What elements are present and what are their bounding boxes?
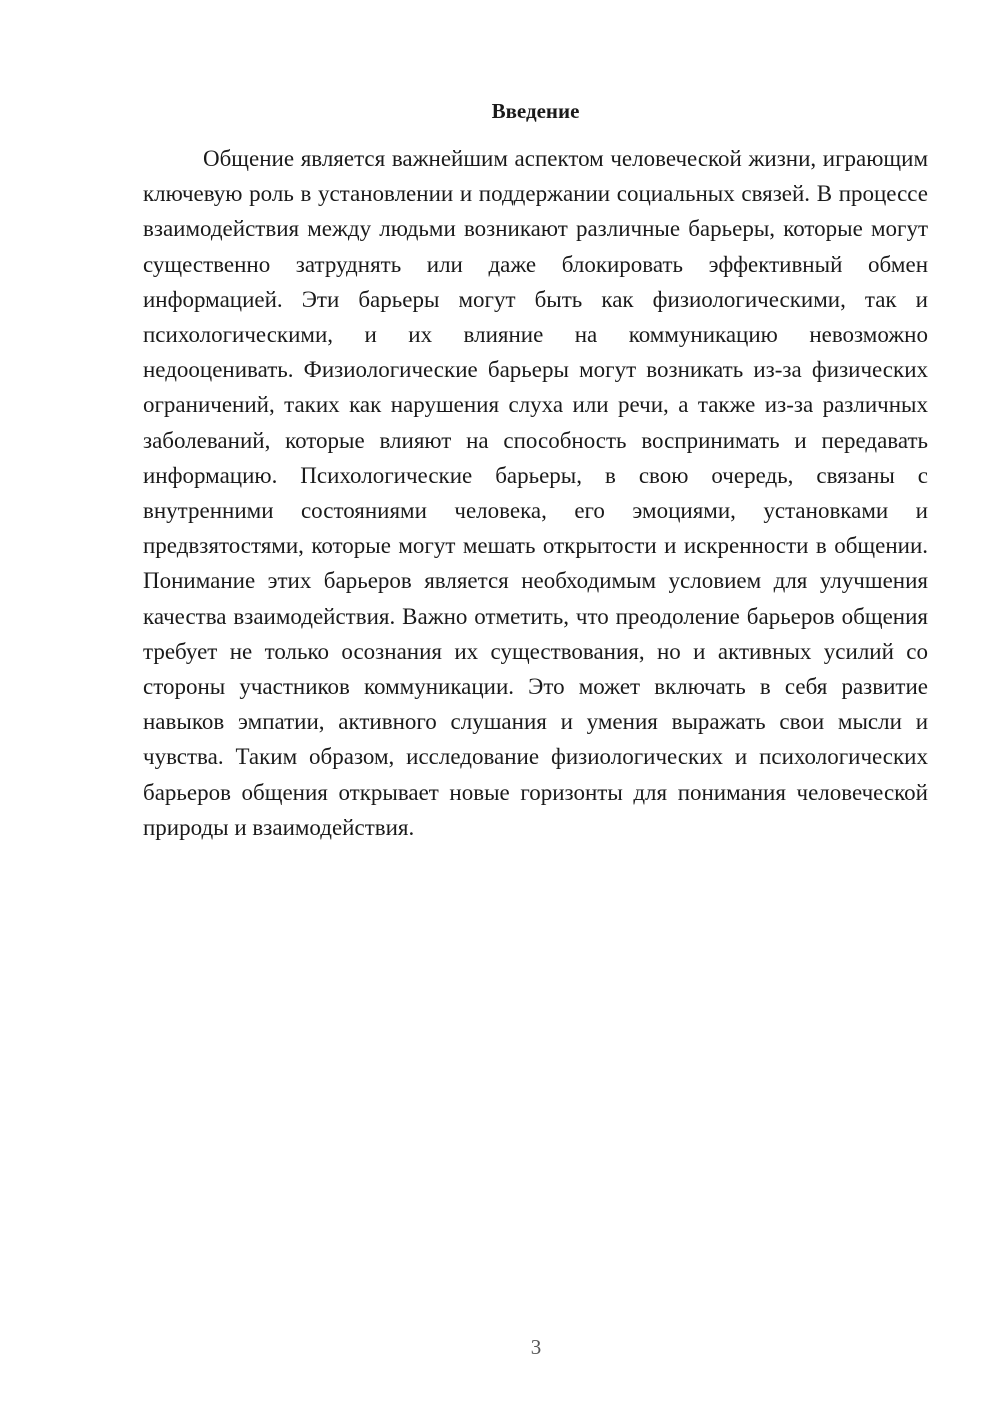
page-number: 3: [530, 1335, 542, 1359]
body-paragraph: Общение является важнейшим аспектом человеческой жизни, играющим ключевую роль в установлении и поддержании социальных связей. В процессе взаимодействия между людьми возникают различные барьеры, которые могут существенно затруднять или даже блокировать эффективный обмен информацией. Эти барьеры могут быть как физиологическими, так и психологическими, и их влияние на коммуникацию невозможно недооценивать. Физиологические барьеры могут возникать из-за физических ограничений, таких как нарушения слуха или речи, а также из-за различных заболеваний, которые влияют на способность воспринимать и передавать информацию. Психологические барьеры, в свою очередь, связаны с внутренними состояниями человека, его эмоциями, установками и предвзятостями, которые могут мешать открытости и искренности в общении. Понимание этих барьеров является необходимым условием для улучшения качества взаимодействия. Важно отметить, что преодоление барьеров общения требует не только осознания их существования, но и активных усилий со стороны участников коммуникации. Это может включать в себя развитие навыков эмпатии, активного слушания и умения выражать свои мысли и чувства. Таким образом, исследование физиологических и психологических барьеров общения открывает новые горизонты для понимания человеческой природы и взаимодействия.: [143, 146, 928, 840]
section-heading: Введение: [491, 99, 580, 123]
